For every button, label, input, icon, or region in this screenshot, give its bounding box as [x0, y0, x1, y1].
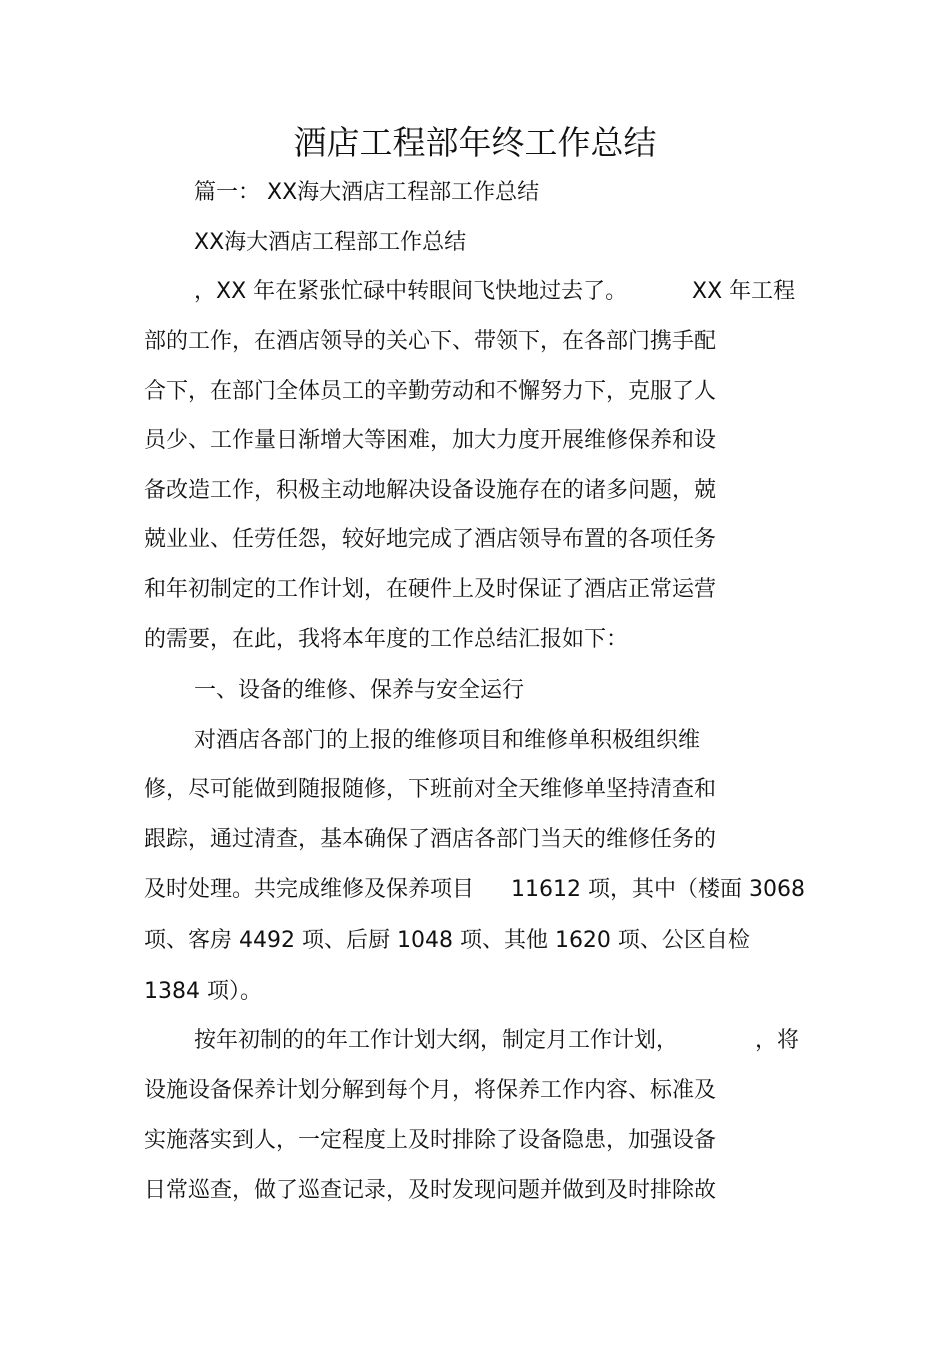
paragraph-line: 11612 项，其中（楼面 3068	[511, 877, 805, 902]
paragraph-line: ，将	[754, 1028, 799, 1053]
paragraph-line: 兢业业、任劳任怨，较好地完成了酒店领导布置的各项任务	[144, 527, 717, 552]
paragraph-line: 部的工作，在酒店领导的关心下、带领下，在各部门携手配	[144, 329, 717, 354]
paragraph-line: 及时处理。共完成维修及保养项目	[144, 877, 475, 902]
subheading: XX海大酒店工程部工作总结	[194, 230, 467, 255]
paragraph-line: 项、客房 4492 项、后厨 1048 项、其他 1620 项、公区自检	[144, 928, 750, 953]
paragraph-line: 实施落实到人，一定程度上及时排除了设备隐患，加强设备	[144, 1128, 717, 1153]
paragraph-line: 跟踪，通过清查，基本确保了酒店各部门当天的维修任务的	[144, 827, 717, 852]
paragraph-line: ，XX 年在紧张忙碌中转眼间飞快地过去了。	[194, 279, 628, 304]
paragraph-line: 的需要，在此，我将本年度的工作总结汇报如下：	[144, 627, 629, 652]
paragraph-line: XX 年工程	[692, 279, 796, 304]
paragraph-line: 员少、工作量日渐增大等困难，加大力度开展维修保养和设	[144, 428, 717, 453]
paragraph-line: 合下，在部门全体员工的辛勤劳动和不懈努力下，克服了人	[144, 379, 717, 404]
paragraph-line: 按年初制的的年工作计划大纲，制定月工作计划，	[194, 1028, 679, 1053]
paragraph-line: 备改造工作，积极主动地解决设备设施存在的诸多问题，兢	[144, 478, 717, 503]
paragraph-line: 1384 项）。	[144, 979, 262, 1004]
document-title: 酒店工程部年终工作总结	[293, 123, 657, 162]
paragraph-line: 日常巡查，做了巡查记录，及时发现问题并做到及时排除故	[144, 1178, 717, 1203]
paragraph-line: 和年初制定的工作计划，在硬件上及时保证了酒店正常运营	[144, 577, 717, 602]
paragraph-line: 修，尽可能做到随报随修，下班前对全天维修单坚持清查和	[144, 777, 717, 802]
paragraph-line: 设施设备保养计划分解到每个月，将保养工作内容、标准及	[144, 1078, 717, 1103]
section-heading-one: 一、设备的维修、保养与安全运行	[194, 678, 525, 703]
section-heading-part-one: 篇一： XX海大酒店工程部工作总结	[194, 180, 540, 205]
paragraph-line: 对酒店各部门的上报的维修项目和维修单积极组织维	[194, 728, 701, 753]
